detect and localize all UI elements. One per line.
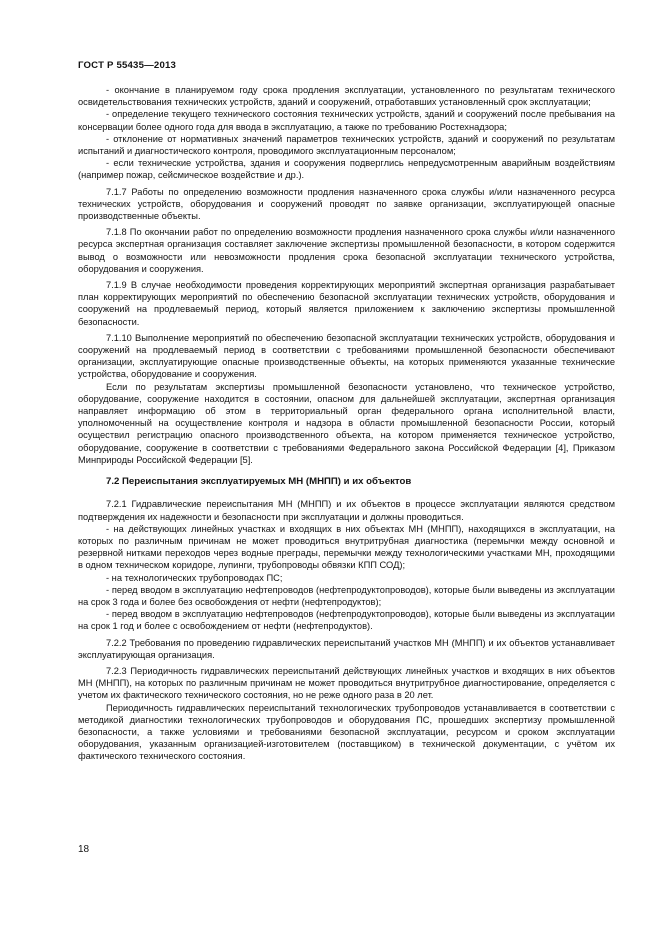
paragraph-7-2-2: 7.2.2 Требования по проведению гидравлических переиспытаний участков МН (МНПП) и их объектов устанавливает эксплуатирующая организация. [78,637,615,660]
paragraph: - определение текущего технического состояния технических устройств, зданий и сооружений после пребывания на консервации более одного года для ввода в эксплуатацию, а также по требованию Ростехнадзора; [78,109,615,132]
paragraph: - перед вводом в эксплуатацию нефтепроводов (нефтепродуктопроводов), которые были выведены из эксплуатации на срок 3 года и более без освобождения от нефти (нефтепродуктов); [78,584,615,607]
paragraph: - на технологических трубопроводах ПС; [106,572,283,583]
standard-header: ГОСТ Р 55435—2013 [78,60,177,71]
paragraph-7-1-10: 7.1.10 Выполнение мероприятий по обеспечению безопасной эксплуатации технических устройств, оборудования и сооружений на продлеваемый период в соответствии с требованиями промышленной безопасности обеспечивают организации, эксплуатирующие опасные производственные объекты, на которых применяются указанные технические устройства, оборудование и сооружения. [78,332,615,380]
paragraph: - отклонение от нормативных значений параметров технических устройств, зданий и сооружений по результатам испытаний и диагностического контроля, проводимого эксплуатационным персоналом; [78,133,615,157]
paragraph-7-1-8: 7.1.8 По окончании работ по определению возможности продления назначенного срока службы и/или назначенного ресурса экспертная организация составляет заключение экспертизы промышленной безопасности, в котором содержится вывод о возможности или невозможности продления срока безопасной эксплуатации технического устройства, оборудования и сооружения. [78,227,615,274]
paragraph: Периодичность гидравлических переиспытаний технологических трубопроводов устанавливается в соответствии с методикой диагностики технологических трубопроводов и оборудования ПС, прошедших экспертизу промышленной безопасности, а также условиями и требованиями безопасной эксплуатации, ресурсом и сроком эксплуатации оборудования, указанным организацией-изготовителем (поставщиком) в технической документации, с учётом их фактического технического состояния. [78,702,615,762]
paragraph: - на действующих линейных участках и входящих в них объектах МН (МНПП), находящихся в эксплуатации, на которых по различным причинам не может проводиться внутритрубная диагностика (перемычки между основной и резервной нитками переходов через водные преграды, перемычки между технологическими участками МН, проходящими в одном техническом коридоре, лупинги, трубопроводы обвязки КПП СОД); [78,523,615,571]
paragraph: Если по результатам экспертизы промышленной безопасности установлено, что техническое устройство, оборудование, сооружение находится в состоянии, опасном для дальнейшей эксплуатации, экспертная организация направляет информацию об этом в территориальный орган федерального органа исполнительной власти, уполномоченный на осуществление контроля и надзора в области промышленной безопасности России, который осуществил регистрацию опасного производственного объекта, на котором применяется техническое устройство, оборудование, сооружение в соответствии с требованиями Федерального закона Российской Федерации [4], Приказом Минприроды Российской Федерации [5]. [78,381,615,465]
section-heading-7-2: 7.2 Переиспытания эксплуатируемых МН (МНПП) и их объектов [106,476,412,488]
paragraph: - перед вводом в эксплуатацию нефтепроводов (нефтепродуктопроводов), которые были выведены из эксплуатации на срок 1 год и более с освобождением от нефти (нефтепродуктов). [78,609,615,632]
paragraph-7-1-7: 7.1.7 Работы по определению возможности продления назначенного срока службы и/или назначенного ресурса технических устройств, оборудования и сооружений проводят по заявке организации, эксплуатирующей опасные производственные объекты. [78,186,615,222]
paragraph: - окончание в планируемом году срока продления эксплуатации, установленного по результатам технического освидетельствования технических устройств, зданий и сооружений, отработавших установленный срок эксплуатации; [78,85,615,108]
document-body [78,84,615,763]
paragraph-7-2-1: 7.2.1 Гидравлические переиспытания МН (МНПП) и их объектов в процессе эксплуатации являются средством подтверждения их надежности и безопасности при эксплуатации и должны проводиться. [78,499,615,522]
paragraph-7-1-9: 7.1.9 В случае необходимости проведения корректирующих мероприятий экспертная организация разрабатывает план корректирующих мероприятий по обеспечению безопасной эксплуатации технических устройств, оборудования и сооружений на продлеваемый период, который является приложением к заключению экспертизы промышленной безопасности. [78,280,615,327]
page-number: 18 [78,844,90,855]
paragraph-7-2-3: 7.2.3 Периодичность гидравлических переиспытаний действующих линейных участков и входящих в них объектов МН (МНПП), на которых по различным причинам не может проводиться внутритрубное диагностирование, определяется с учетом их фактического технического состояния, но не реже одного раза в 20 лет. [78,665,615,701]
paragraph: - если технические устройства, здания и сооружения подверглись непредусмотренным аварийным воздействиям (например пожар, сейсмическое воздействие и др.). [78,158,615,181]
